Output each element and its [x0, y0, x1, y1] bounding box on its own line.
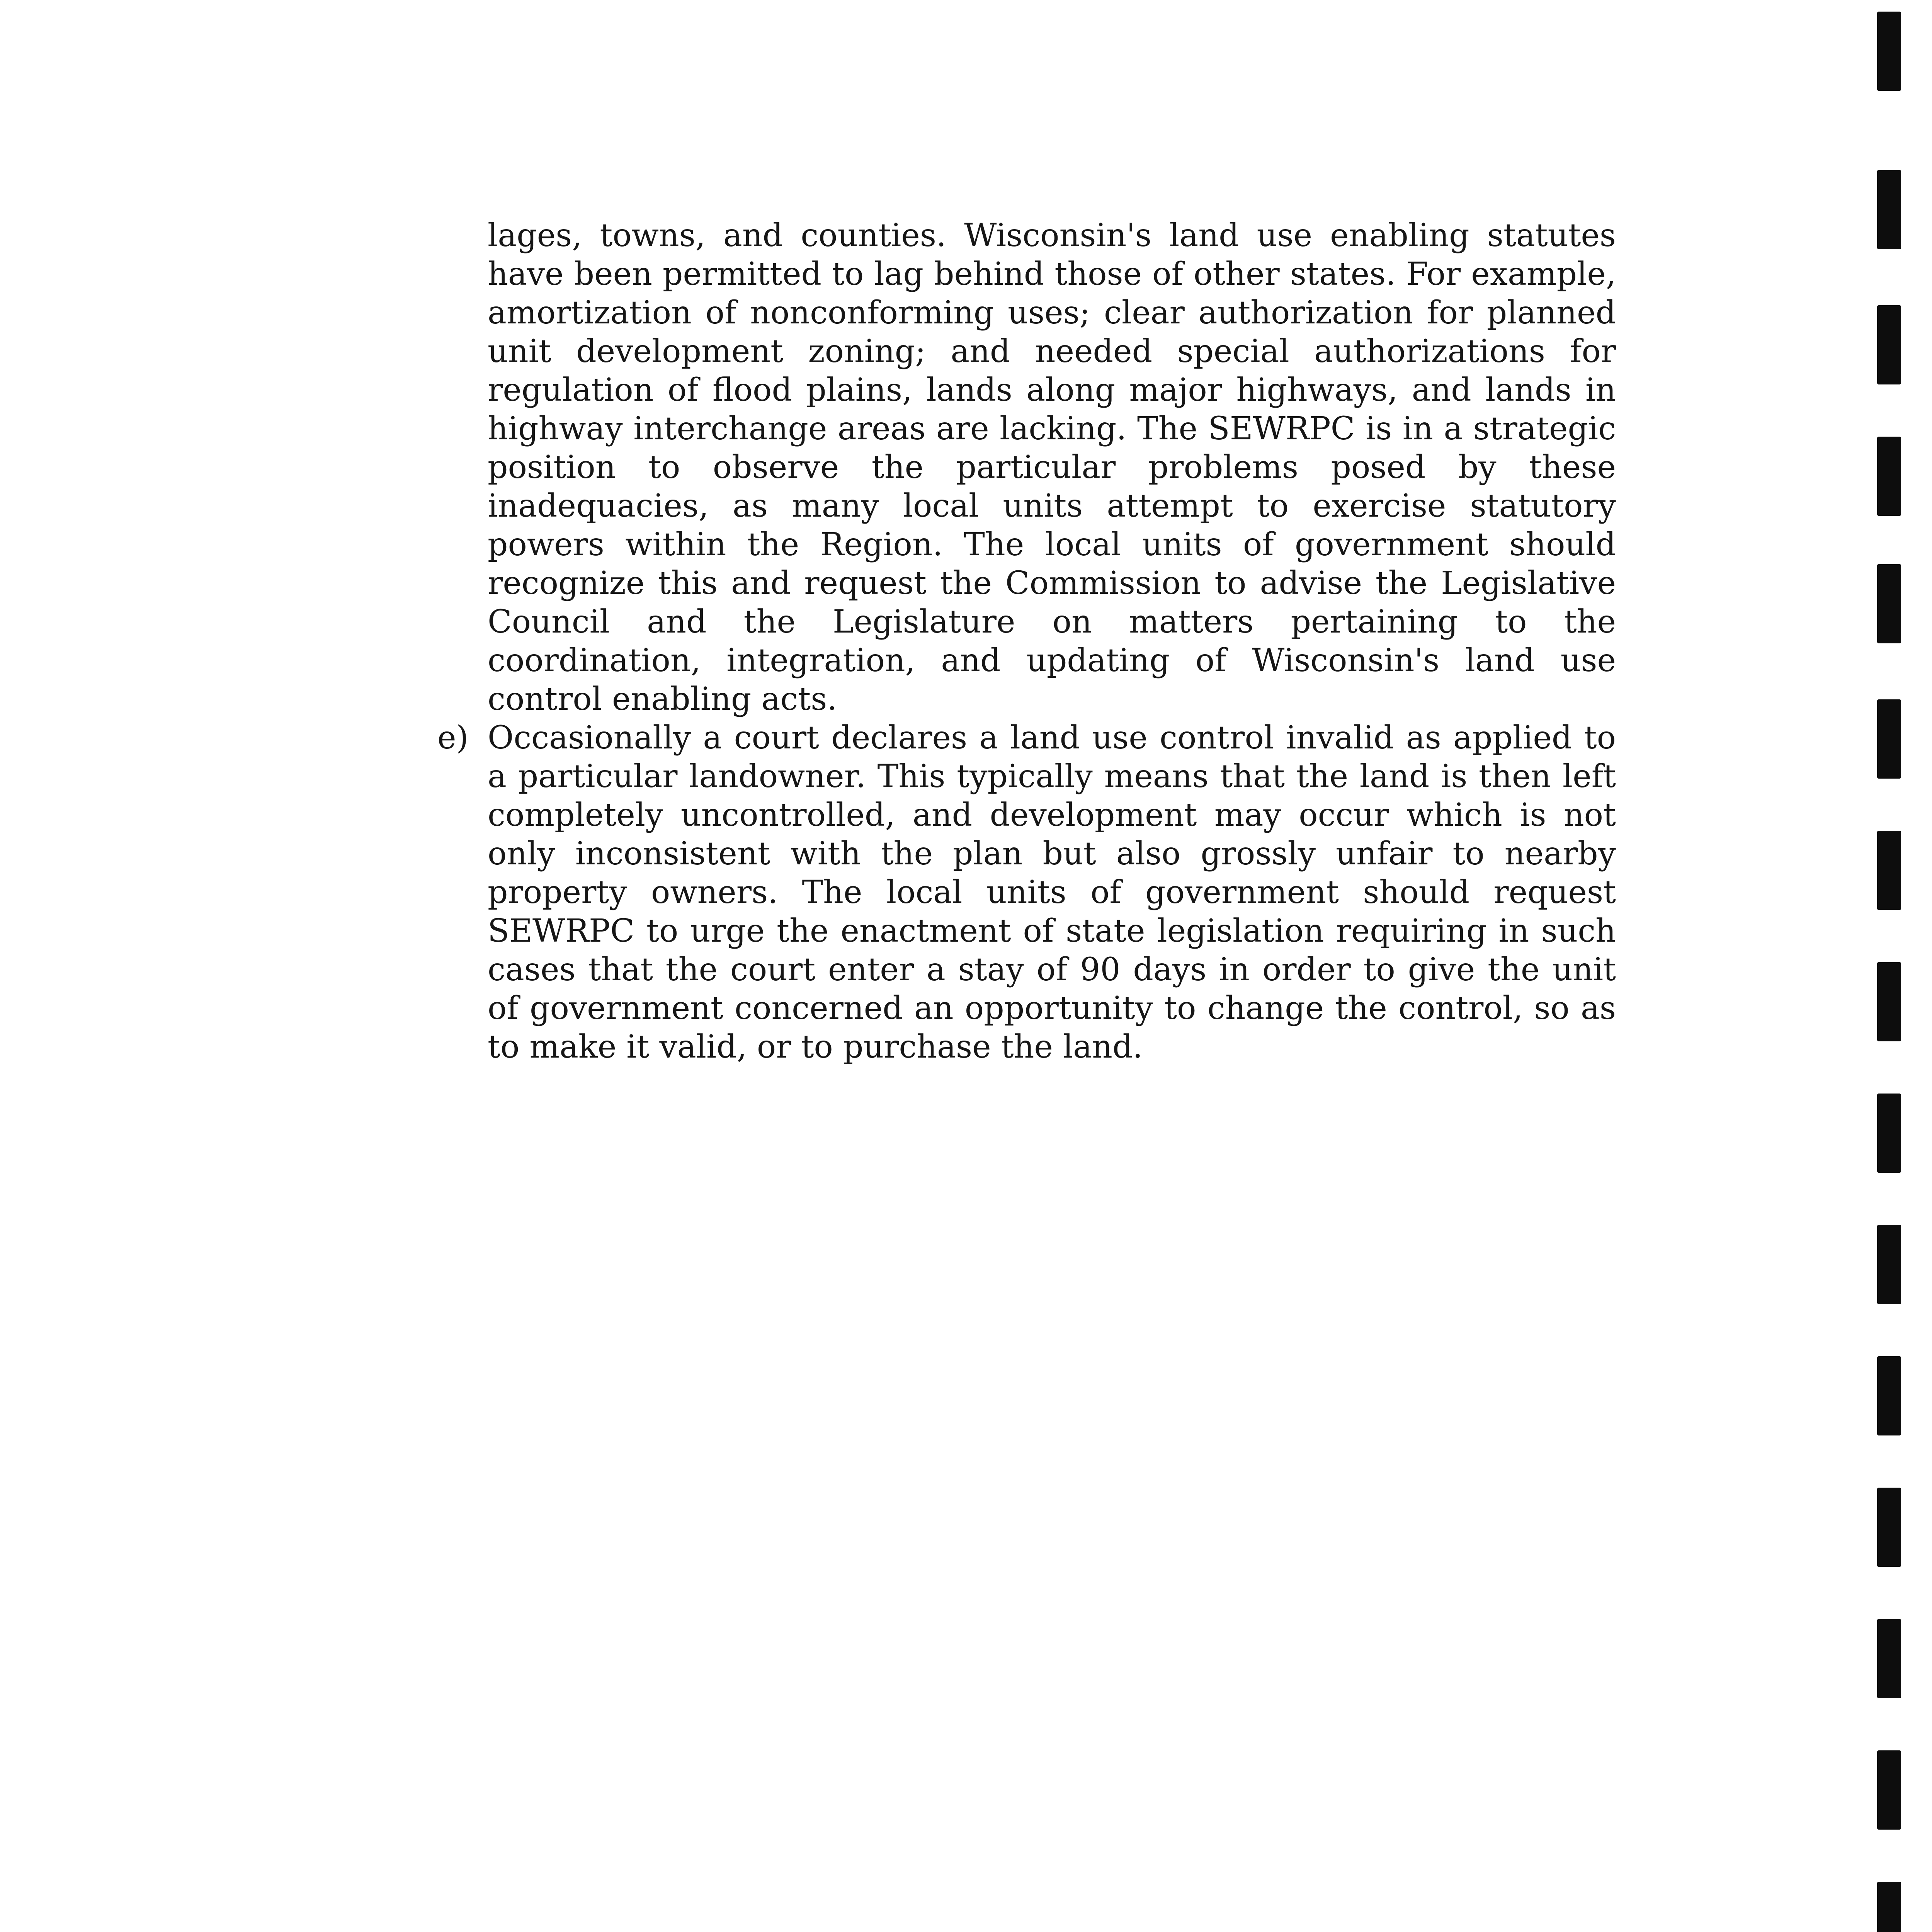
continued-paragraph: lages, towns, and counties. Wisconsin's land use enabling statutes have been permitted to lag behind those of other states. For example, amortization of nonconforming uses; clear authorization for planned unit development zoning; and needed special authorizations for regulation of flood plains, lands along major highways, and lands in highway interchange areas are lacking. The SEWRPC is in a strategic position to observe the particular problems posed by these inadequacies, as many local units attempt to exercise statutory powers within the Region. The local units of government should recognize this and request the Commission to advise the Legislative Council and the Legislature on matters pertaining to the coordination, integration, and updating of Wisconsin's land use control enabling acts.	[488, 217, 1616, 718]
binding-hole	[1877, 962, 1901, 1041]
binding-holes	[1877, 0, 1904, 1932]
binding-hole	[1877, 170, 1901, 249]
binding-hole	[1877, 564, 1901, 643]
binding-hole	[1877, 1356, 1901, 1435]
list-marker: e)	[437, 719, 469, 756]
binding-hole	[1877, 12, 1901, 91]
list-item-text: Occasionally a court declares a land use control invalid as applied to a particular landowner. This typically means that the land is then left completely uncontrolled, and development may occur which is not only inconsistent with the plan but also grossly unfair to nearby property owners. The local units of government should request SEWRPC to urge the enactment of state legislation requiring in such cases that the court enter a stay of 90 days in order to give the unit of government concerned an opportunity to change the control, so as to make it valid, or to purchase the land.	[488, 719, 1616, 1065]
binding-hole	[1877, 831, 1901, 910]
binding-hole	[1877, 1225, 1901, 1304]
binding-hole	[1877, 1619, 1901, 1698]
binding-hole	[1877, 437, 1901, 516]
list-item-e	[437, 719, 1616, 1066]
binding-hole	[1877, 1750, 1901, 1830]
binding-hole	[1877, 1094, 1901, 1173]
binding-hole	[1877, 1488, 1901, 1567]
binding-hole	[1877, 699, 1901, 779]
binding-hole	[1877, 305, 1901, 384]
binding-hole	[1877, 1882, 1901, 1932]
